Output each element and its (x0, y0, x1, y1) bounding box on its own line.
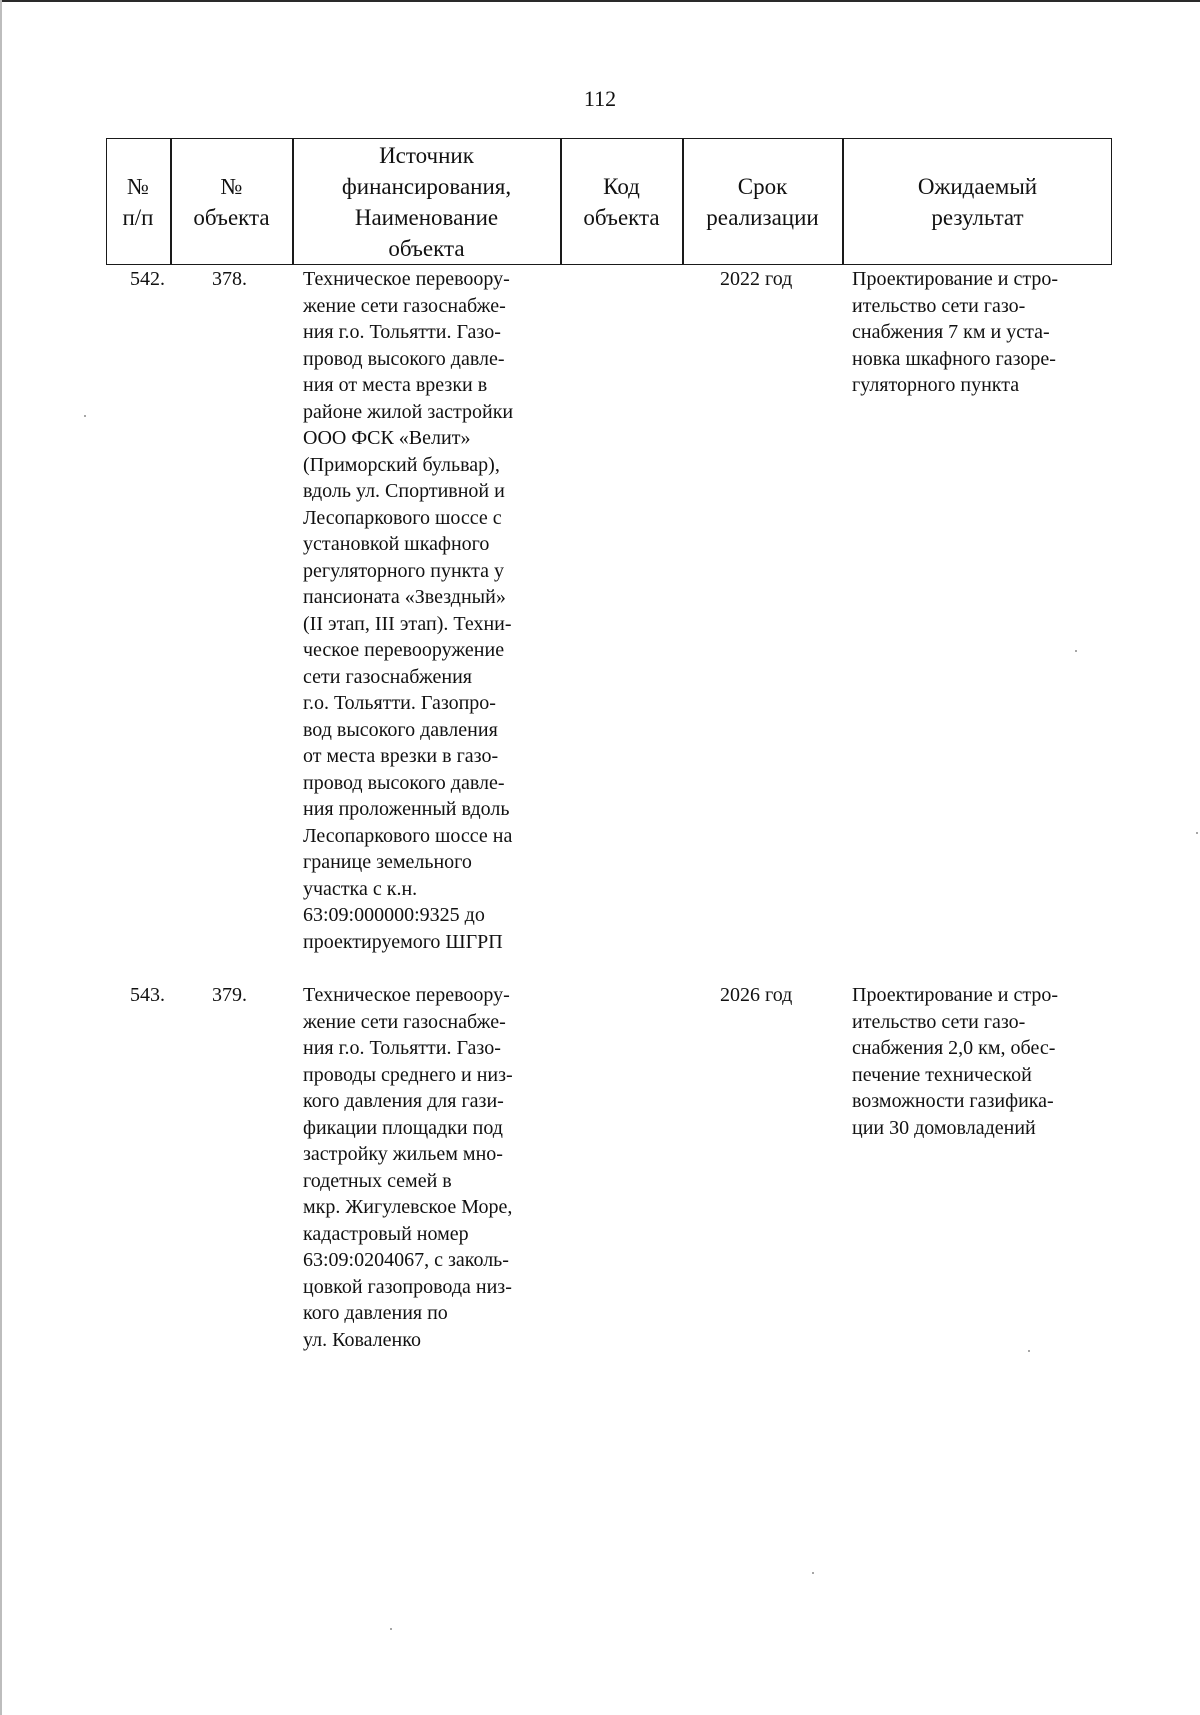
table-row-542-result (852, 266, 1058, 399)
list-item: снабжения 7 км и уста- (852, 321, 1050, 343)
list-item: гуляторного пункта (852, 374, 1020, 396)
header-source-name-line-2: финансирования, (341, 173, 512, 199)
list-item: кого давления по (303, 1302, 448, 1324)
header-pp-line-1: № (127, 173, 149, 199)
scan-speck (1075, 650, 1077, 652)
header-object-code-line-2: объекта (583, 204, 660, 230)
list-item: регуляторного пункта у (303, 559, 504, 582)
list-item: застройку жильем мно- (303, 1143, 503, 1165)
list-item: годетных семей в (303, 1169, 452, 1192)
header-pp (106, 138, 170, 265)
header-term (683, 138, 842, 265)
list-item: кадастровый номер (303, 1222, 469, 1245)
list-item: цовкой газопровода низ- (303, 1275, 512, 1298)
list-item: Техническое перевоору- (303, 268, 510, 290)
list-item: вод высокого давления (303, 718, 498, 741)
scan-speck (812, 1572, 814, 1574)
list-item: районе жилой застройки (303, 400, 514, 423)
list-item: г.о. Тольятти. Газопро- (303, 692, 496, 714)
list-item: провод высокого давле- (303, 347, 505, 370)
header-object-number (171, 138, 292, 265)
list-item: снабжения 2,0 км, обес- (852, 1037, 1056, 1059)
table-row-542-object-number: 378. (212, 268, 247, 290)
list-item: Техническое перевоору- (303, 984, 510, 1006)
header-result-line-2: результат (931, 204, 1024, 230)
list-item: пансионата «Звездный» (303, 586, 506, 608)
table-row-543-result (852, 982, 1058, 1141)
header-object-number-line-1: № (220, 173, 243, 199)
header-source-name-line-3: Наименование (354, 204, 499, 230)
header-object-number-line-2: объекта (193, 204, 270, 230)
list-item: вдоль ул. Спортивной и (303, 480, 505, 502)
list-item: проектируемого ШГРП (303, 930, 503, 953)
list-item: мкр. Жигулевское Море, (303, 1196, 513, 1218)
list-item: Лесопаркового шоссе на (303, 824, 513, 847)
scan-speck (390, 1628, 392, 1630)
list-item: установкой шкафного (303, 533, 490, 555)
list-item: ния от места врезки в (303, 374, 488, 396)
list-item: (II этап, III этап). Техни- (303, 612, 512, 635)
list-item: печение технической (852, 1063, 1032, 1086)
table-row-542-term: 2022 год (720, 268, 793, 290)
list-item: кого давления для гази- (303, 1090, 504, 1112)
list-item: от места врезки в газо- (303, 745, 499, 767)
list-item: возможности газифика- (852, 1090, 1054, 1112)
list-item: ческое перевооружение (303, 639, 505, 661)
list-item: ООО ФСК «Велит» (303, 427, 471, 449)
header-object-code-line-1: Код (603, 173, 640, 199)
list-item: ительство сети газо- (852, 294, 1026, 317)
scan-edge-top (0, 0, 1200, 2)
table-row-543-object-number: 379. (212, 984, 247, 1006)
list-item: проводы среднего и низ- (303, 1063, 513, 1086)
header-pp-line-2: п/п (122, 204, 154, 230)
list-item: границе земельного (303, 851, 472, 873)
header-source-name (293, 138, 560, 265)
header-source-name-line-1: Источник (379, 142, 474, 168)
list-item: фикации площадки под (303, 1116, 503, 1139)
scan-edge-left (0, 0, 2, 1715)
list-item: ции 30 домовладений (852, 1116, 1036, 1139)
list-item: Лесопаркового шоссе с (303, 506, 502, 529)
header-result-line-1: Ожидаемый (917, 173, 1038, 199)
list-item: новка шкафного газоре- (852, 347, 1056, 370)
list-item: ния г.о. Тольятти. Газо- (303, 1037, 501, 1059)
list-item: ул. Коваленко (303, 1328, 421, 1351)
list-item: 63:09:0204067, с заколь- (303, 1249, 509, 1271)
list-item: сети газоснабжения (303, 665, 472, 688)
header-term-line-2: реализации (706, 204, 819, 230)
table-row-543-name (303, 982, 513, 1353)
list-item: участка с к.н. (303, 877, 418, 900)
table-row-542-pp: 542. (130, 268, 165, 290)
list-item: (Приморский бульвар), (303, 453, 500, 476)
header-result (843, 138, 1112, 265)
list-item: ительство сети газо- (852, 1010, 1026, 1033)
list-item: Проектирование и стро- (852, 268, 1059, 290)
table-row-542-name (303, 266, 513, 955)
list-item: ния г.о. Тольятти. Газо- (303, 321, 501, 343)
list-item: 63:09:000000:9325 до (303, 904, 485, 926)
table-row-543-term: 2026 год (720, 984, 793, 1006)
table-row-543-pp: 543. (130, 984, 165, 1006)
list-item: жение сети газоснабже- (303, 294, 506, 317)
header-object-code (561, 138, 682, 265)
list-item: ния проложенный вдоль (303, 798, 510, 820)
scan-speck (1028, 1350, 1030, 1352)
list-item: провод высокого давле- (303, 771, 505, 794)
scan-speck (84, 415, 86, 417)
list-item: Проектирование и стро- (852, 984, 1059, 1006)
scan-speck (1196, 832, 1198, 834)
header-source-name-line-4: объекта (388, 235, 465, 261)
page-number: 112 (583, 86, 617, 111)
header-term-line-1: Срок (737, 173, 788, 199)
list-item: жение сети газоснабже- (303, 1010, 506, 1033)
